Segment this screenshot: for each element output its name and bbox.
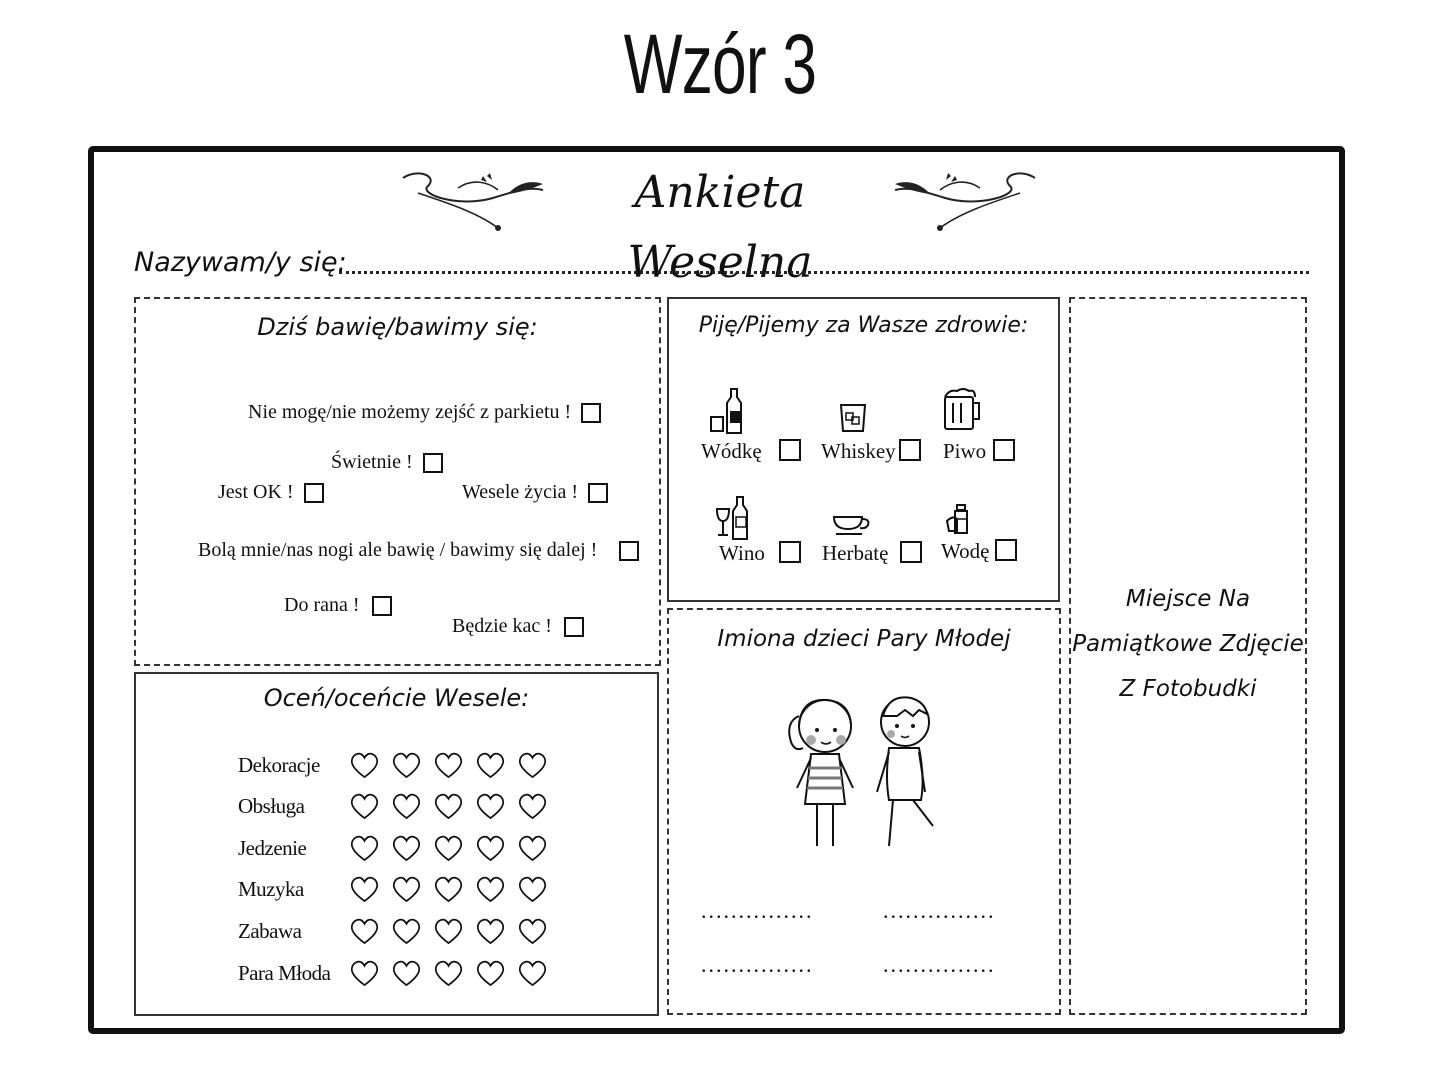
fun-option-checkbox[interactable] [423, 453, 443, 473]
drink-checkbox[interactable] [995, 539, 1017, 561]
survey-title: Ankieta Weselna [627, 167, 813, 288]
rating-section [134, 672, 659, 1016]
name-row [134, 243, 1309, 283]
heart-icon[interactable] [434, 918, 463, 945]
rating-hearts [350, 960, 547, 987]
drink-checkbox[interactable] [899, 439, 921, 461]
rating-category-label: Muzyka [238, 877, 304, 902]
children-illustration-icon [777, 696, 957, 856]
heart-icon[interactable] [518, 960, 547, 987]
photo-caption-line: Pamiątkowe Zdjęcie [1072, 631, 1304, 657]
child-name-field-4[interactable]: ............... [883, 952, 996, 977]
rating-heading: Oceń/oceńcie Wesele: [263, 684, 530, 712]
beer-mug-icon [941, 387, 983, 433]
drink-whiskey [821, 401, 896, 463]
name-label: Nazywam/y się: [134, 247, 347, 278]
rating-hearts [350, 835, 547, 862]
children-heading: Imiona dzieci Pary Młodej [717, 626, 1011, 652]
rating-row [238, 790, 658, 824]
photo-caption-line: Miejsce Na [1125, 586, 1251, 612]
heart-icon[interactable] [392, 752, 421, 779]
heart-icon[interactable] [434, 876, 463, 903]
heart-icon[interactable] [518, 835, 547, 862]
fun-option-checkbox[interactable] [588, 483, 608, 503]
heart-icon[interactable] [434, 793, 463, 820]
drink-vodka [701, 387, 762, 463]
rating-row [238, 831, 658, 865]
children-section [667, 608, 1061, 1015]
heart-icon[interactable] [518, 918, 547, 945]
fun-option-label: Bolą mnie/nas nogi ale bawię / bawimy się dalej ! [198, 539, 598, 561]
fun-option-label: Jest OK ! [218, 481, 294, 503]
drink-tea [822, 513, 889, 565]
heart-icon[interactable] [392, 876, 421, 903]
drinks-section [667, 297, 1060, 602]
heart-icon[interactable] [518, 752, 547, 779]
rating-category-label: Dekoracje [238, 752, 320, 777]
drink-checkbox[interactable] [779, 439, 801, 461]
child-name-field-3[interactable]: ............... [701, 952, 814, 977]
fun-section [134, 297, 661, 666]
drink-water [941, 503, 990, 563]
heart-icon[interactable] [350, 752, 379, 779]
rating-row [238, 873, 658, 907]
water-bottle-icon [945, 503, 977, 537]
heart-icon[interactable] [392, 960, 421, 987]
wine-icon [715, 495, 751, 541]
heart-icon[interactable] [350, 960, 379, 987]
rating-category-label: Para Młoda [238, 960, 331, 985]
drink-label: Wódkę [701, 439, 762, 463]
child-name-field-1[interactable]: ............... [701, 898, 814, 923]
heart-icon[interactable] [350, 793, 379, 820]
fun-option-4 [462, 481, 608, 504]
fun-option-2 [331, 451, 443, 474]
heart-icon[interactable] [476, 960, 505, 987]
fun-option-3 [218, 481, 324, 504]
drink-checkbox[interactable] [993, 439, 1015, 461]
heart-icon[interactable] [476, 793, 505, 820]
drink-label: Herbatę [822, 541, 889, 565]
page-title: Wzór 3 [623, 17, 817, 111]
drink-label: Wino [719, 541, 765, 565]
fun-option-checkbox[interactable] [581, 403, 601, 423]
fun-option-label: Wesele życia ! [462, 481, 579, 503]
whiskey-glass-icon [839, 401, 867, 433]
rating-category-label: Obsługa [238, 794, 305, 819]
heart-icon[interactable] [350, 835, 379, 862]
rating-row [238, 748, 658, 782]
drink-label: Whiskey [821, 439, 896, 463]
tea-cup-icon [832, 513, 872, 537]
left-flourish-icon [398, 168, 548, 238]
drink-wine [715, 495, 765, 565]
drink-label: Wodę [941, 539, 990, 563]
heart-icon[interactable] [518, 876, 547, 903]
heart-icon[interactable] [476, 876, 505, 903]
heart-icon[interactable] [434, 960, 463, 987]
rating-hearts [350, 876, 547, 903]
heart-icon[interactable] [392, 835, 421, 862]
fun-option-6 [284, 594, 392, 617]
name-field[interactable] [339, 271, 1309, 274]
fun-option-label: Będzie kac ! [452, 615, 552, 637]
vodka-bottle-icon [709, 387, 747, 435]
fun-option-checkbox[interactable] [304, 483, 324, 503]
rating-hearts [350, 752, 547, 779]
fun-option-label: Świetnie ! [331, 451, 413, 473]
fun-option-label: Nie mogę/nie możemy zejść z parkietu ! [248, 401, 572, 423]
heart-icon[interactable] [476, 835, 505, 862]
fun-option-5 [198, 539, 639, 562]
right-flourish-icon [890, 168, 1040, 238]
fun-option-checkbox[interactable] [372, 596, 392, 616]
heart-icon[interactable] [476, 918, 505, 945]
rating-category-label: Jedzenie [238, 835, 307, 860]
drink-beer [941, 387, 987, 463]
fun-option-1 [248, 401, 601, 424]
fun-option-label: Do rana ! [284, 594, 360, 616]
drinks-heading: Piję/Pijemy za Wasze zdrowie: [698, 313, 1029, 338]
heart-icon[interactable] [392, 918, 421, 945]
heart-icon[interactable] [518, 793, 547, 820]
rating-row [238, 956, 658, 990]
rating-row [238, 914, 658, 948]
fun-option-7 [452, 615, 584, 638]
child-name-field-2[interactable]: ............... [883, 898, 996, 923]
fun-option-checkbox[interactable] [564, 617, 584, 637]
rating-hearts [350, 793, 547, 820]
heart-icon[interactable] [350, 876, 379, 903]
drink-label: Piwo [943, 439, 987, 463]
heart-icon[interactable] [434, 752, 463, 779]
rating-category-label: Zabawa [238, 918, 302, 943]
photo-caption [1071, 577, 1305, 712]
rating-hearts [350, 918, 547, 945]
drink-checkbox[interactable] [779, 541, 801, 563]
photo-section[interactable] [1069, 297, 1307, 1015]
heart-icon[interactable] [350, 918, 379, 945]
photo-caption-line: Z Fotobudki [1119, 676, 1257, 702]
fun-option-checkbox[interactable] [619, 541, 639, 561]
heart-icon[interactable] [434, 835, 463, 862]
drink-checkbox[interactable] [900, 541, 922, 563]
fun-heading: Dziś bawię/bawimy się: [257, 313, 538, 341]
heart-icon[interactable] [476, 752, 505, 779]
heart-icon[interactable] [392, 793, 421, 820]
